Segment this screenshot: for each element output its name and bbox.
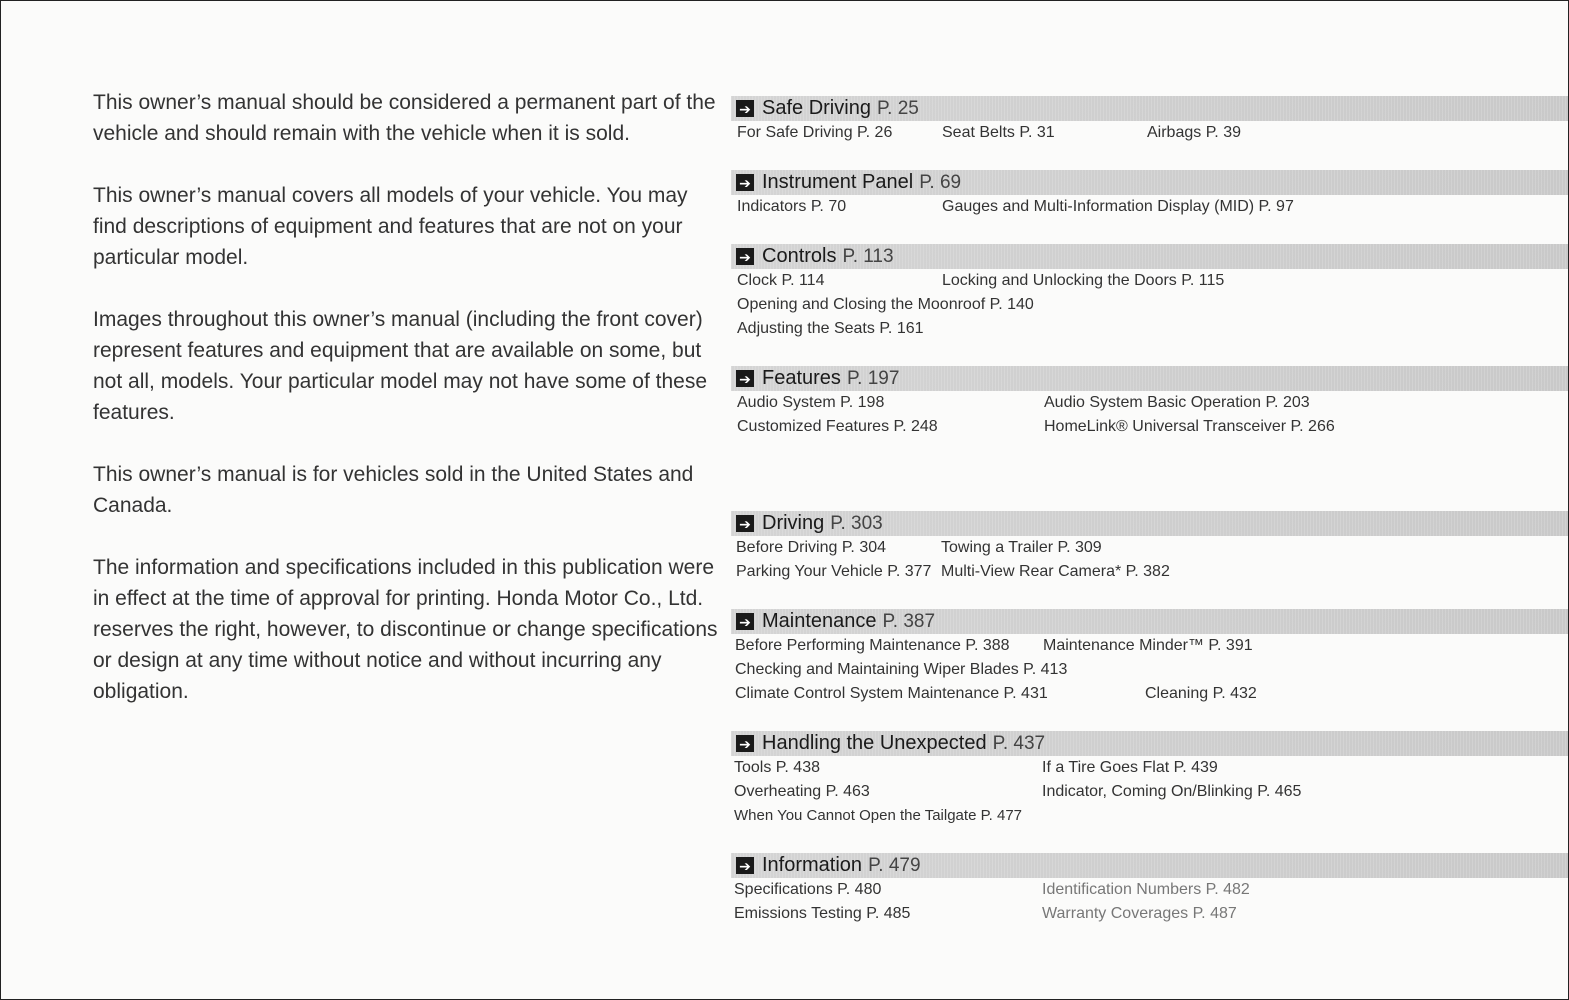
toc-entry[interactable]: Clock P. 114: [737, 272, 825, 289]
toc-entry[interactable]: Indicator, Coming On/Blinking P. 465: [1042, 783, 1302, 800]
arrow-right-icon: ➔: [736, 370, 754, 387]
section-title[interactable]: Driving: [762, 512, 825, 534]
section-page: P. 303: [830, 512, 883, 534]
toc-section-information: [731, 853, 1568, 922]
section-title[interactable]: Information: [762, 854, 863, 876]
toc-entry[interactable]: Climate Control System Maintenance P. 431: [735, 685, 1048, 702]
intro-paragraph: This owner’s manual is for vehicles sold in the United States and Canada.: [93, 463, 694, 517]
toc-entry[interactable]: For Safe Driving P. 26: [737, 124, 893, 141]
section-title[interactable]: Safe Driving: [762, 97, 871, 119]
section-title[interactable]: Controls: [762, 245, 837, 267]
toc-entry[interactable]: Audio System Basic Operation P. 203: [1044, 394, 1310, 411]
toc-entry[interactable]: Maintenance Minder™ P. 391: [1043, 637, 1253, 654]
section-header[interactable]: [731, 244, 1568, 269]
toc-entry[interactable]: Emissions Testing P. 485: [734, 905, 911, 922]
section-page: P. 25: [876, 97, 919, 119]
toc-section-features: [731, 366, 1568, 435]
toc-entry[interactable]: Warranty Coverages P. 487: [1042, 905, 1237, 922]
toc-entry[interactable]: Multi-View Rear Camera* P. 382: [941, 563, 1170, 580]
toc-entry[interactable]: Seat Belts P. 31: [942, 124, 1055, 141]
section-header[interactable]: [731, 853, 1568, 878]
section-header[interactable]: [731, 170, 1568, 195]
toc-entry[interactable]: Gauges and Multi-Information Display (MID) P. 97: [942, 198, 1294, 215]
section-title[interactable]: Handling the Unexpected: [762, 732, 987, 754]
toc-entry[interactable]: When You Cannot Open the Tailgate P. 477: [734, 807, 1023, 824]
intro-paragraph: Images throughout this owner’s manual (including the front cover) represent features and equipment that are available on some, but not all, models. Your particular model may not have some of these features.: [93, 308, 708, 424]
section-header[interactable]: [731, 96, 1568, 121]
arrow-right-icon: ➔: [736, 613, 754, 630]
section-header[interactable]: [731, 731, 1568, 756]
toc-entry[interactable]: Cleaning P. 432: [1145, 685, 1257, 702]
toc-entry[interactable]: Parking Your Vehicle P. 377: [736, 563, 932, 580]
section-header[interactable]: [731, 366, 1568, 391]
toc-entry[interactable]: Overheating P. 463: [734, 783, 870, 800]
toc-entry[interactable]: Specifications P. 480: [734, 881, 882, 898]
arrow-right-icon: ➔: [736, 174, 754, 191]
arrow-right-icon: ➔: [736, 515, 754, 532]
section-title[interactable]: Instrument Panel: [762, 171, 914, 193]
toc-entry[interactable]: HomeLink® Universal Transceiver P. 266: [1044, 418, 1335, 435]
toc-entry[interactable]: Before Driving P. 304: [736, 539, 887, 556]
section-header[interactable]: [731, 609, 1568, 634]
section-page: P. 69: [919, 171, 962, 193]
table-of-contents: [731, 1, 1568, 999]
section-page: P. 197: [846, 367, 900, 389]
toc-entry[interactable]: Towing a Trailer P. 309: [941, 539, 1102, 556]
toc-entry[interactable]: Opening and Closing the Moonroof P. 140: [737, 296, 1034, 313]
toc-entry[interactable]: Locking and Unlocking the Doors P. 115: [942, 272, 1225, 289]
toc-section-driving: [731, 511, 1568, 580]
section-header[interactable]: [731, 511, 1568, 536]
section-title[interactable]: Features: [762, 367, 841, 389]
arrow-right-icon: ➔: [736, 735, 754, 752]
intro-paragraph: The information and specifications included in this publication were in effect at the time of approval for printing. Honda Motor Co., Ltd. reserves the right, however, to discontinue or change specifications or design at any time without notice and without incurring any obligation.: [93, 556, 718, 703]
toc-entry[interactable]: If a Tire Goes Flat P. 439: [1042, 759, 1218, 776]
toc-section-instrument-panel: [731, 170, 1568, 215]
intro-text: [93, 87, 718, 738]
arrow-right-icon: ➔: [736, 857, 754, 874]
toc-section-controls: [731, 244, 1568, 337]
toc-entry[interactable]: Indicators P. 70: [737, 198, 847, 215]
intro-paragraph: This owner’s manual covers all models of your vehicle. You may find descriptions of equipment and features that are not on your particular model.: [93, 184, 688, 269]
toc-section-safe-driving: [731, 96, 1568, 141]
arrow-right-icon: ➔: [736, 100, 754, 117]
toc-entry[interactable]: Identification Numbers P. 482: [1042, 881, 1250, 898]
toc-entry[interactable]: Before Performing Maintenance P. 388: [735, 637, 1010, 654]
section-title[interactable]: Maintenance: [762, 610, 877, 632]
toc-entry[interactable]: Checking and Maintaining Wiper Blades P. 413: [735, 661, 1068, 678]
arrow-right-icon: ➔: [736, 248, 754, 265]
intro-paragraph: This owner’s manual should be considered a permanent part of the vehicle and should remain with the vehicle when it is sold.: [93, 91, 716, 145]
toc-section-maintenance: [731, 609, 1568, 702]
toc-entry[interactable]: Customized Features P. 248: [737, 418, 938, 435]
toc-entry[interactable]: Audio System P. 198: [737, 394, 885, 411]
toc-entry[interactable]: Airbags P. 39: [1147, 124, 1241, 141]
section-page: P. 113: [842, 245, 894, 267]
toc-entry[interactable]: Tools P. 438: [734, 759, 820, 776]
section-page: P. 387: [882, 610, 936, 632]
section-page: P. 479: [868, 854, 921, 876]
section-page: P. 437: [992, 732, 1046, 754]
toc-entry[interactable]: Adjusting the Seats P. 161: [737, 320, 924, 337]
toc-section-handling-the-unexpected: [731, 731, 1568, 824]
